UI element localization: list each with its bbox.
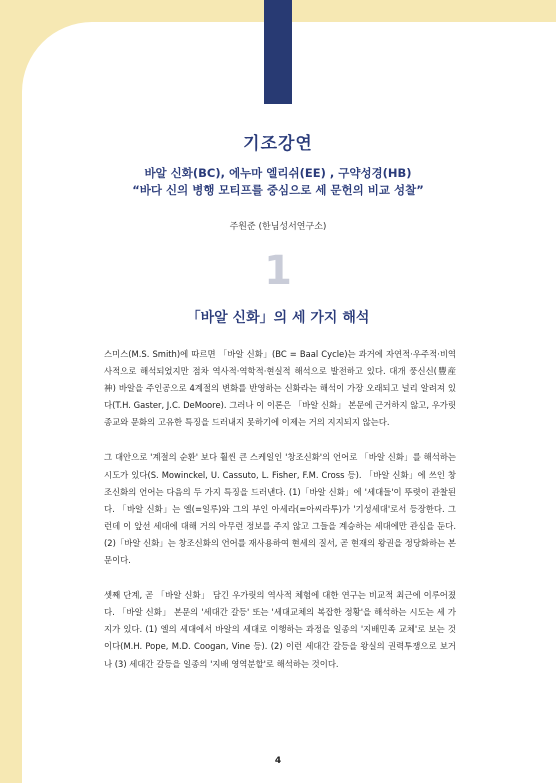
paragraph-3: 셋째 단계, 곧 「바알 신화」 담긴 우가릿의 역사적 체험에 대한 연구는 비교적 최근에 이루어졌다. 「바알 신화」 본문의 '세대간 갈등' 또는 '세대교체의 복잡한 정황'을 해석하는 시도는 세 가지가 있다. (1) 엘의 세대에서 바알의 세대로 이행하는 과정을 일종의 '지배민족 교체'로 보는 것이다(M.H. Pope, M.D. Coogan, Vine 등). (2) 이런 세대간 갈등을 왕실의 권력투쟁으로 보거나 (3) 세대간 갈등을 일종의 '지배 영역분할'로 해석하는 것이다. xyxy=(104,590,456,669)
section-title: 「바알 신화」의 세 가지 해석 xyxy=(186,310,370,326)
lecture-subtitle xyxy=(0,165,556,199)
paragraph-2: 그 대안으로 '계절의 순환' 보다 훨씬 큰 스케일인 '창조신화'의 언어로 「바알 신화」를 해석하는 시도가 있다(S. Mowinckel, U. Cassuto, L. Fisher, F.M. Cross 등). 「바알 신화」에 쓰인 창조신화의 언어는 다음의 두 가지 특징을 드러낸다. (1)「바알 신화」에 '세대들'이 뚜렷이 관찰된다. 「바알 신화」는 엘(=일루)와 그의 부인 아세라(=아씨라투)가 '기성세대'로서 등장한다. 그런데 이 앞선 세대에 대해 거의 아무런 정보를 주지 않고 그들을 계승하는 세대에만 관심을 둔다. (2)「바알 신화」는 창조신화의 언어를 재사용하여 현세의 질서, 곧 현재의 왕권을 정당화하는 본문이다. xyxy=(104,452,457,566)
paragraph-1: 스미스(M.S. Smith)에 따르면 「바알 신화」(BC = Baal Cycle)는 과거에 자연적·우주적·비역사적으로 해석되었지만 점차 역사적·역학적·현실적 해석으로 발전하고 있다. 대개 풍신신(豐産神) 바알을 주인공으로 4계절의 변화를 반영하는 신화라는 해석이 가장 오래되고 널리 알려져 있다(T.H. Gaster, J.C. DeMoore). 그러나 이 이론은 「바알 신화」 본문에 근거하지 않고, 우가릿 종교와 문화의 고유한 특징을 드러내지 못하기에 이제는 거의 지지되지 않는다. xyxy=(104,349,456,428)
subtitle-line-1: 바알 신화(BC), 에누마 엘리쉬(EE) , 구약성경(HB) xyxy=(144,166,412,180)
body-text xyxy=(104,346,456,691)
bookmark-ribbon xyxy=(264,0,292,104)
subtitle-line-2: “바다 신의 병행 모티프를 중심으로 세 문헌의 비교 성찰” xyxy=(132,183,424,197)
page-number: 4 xyxy=(274,756,282,766)
author-line: 주원준 (한님성서연구소) xyxy=(229,222,327,232)
section-number: 1 xyxy=(264,248,292,294)
keynote-heading: 기조강연 xyxy=(243,134,313,154)
